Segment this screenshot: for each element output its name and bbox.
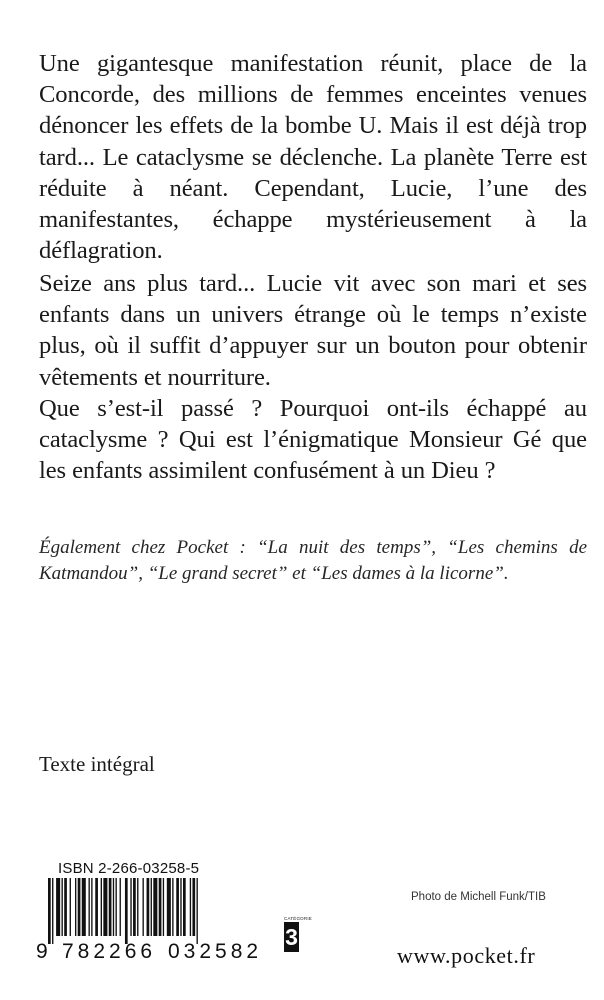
publisher-website: www.pocket.fr: [397, 943, 536, 968]
barcode-icon: [40, 878, 240, 944]
isbn-number: ISBN 2-266-03258-5: [58, 860, 200, 877]
category-label: CATÉGORIE: [284, 916, 312, 921]
barcode-digits: [36, 940, 263, 964]
edition-note: Texte intégral: [39, 752, 155, 776]
blurb-paragraph-1: Une gigantesque manifestation réunit, place de la Concorde, des millions de femmes enceintes venues dénoncer les effets de la bombe U. Mais il est déjà trop tard... Le cataclysme se déclenche. La planète Terre est réduite à néant. Cependant, Lucie, l’une des manifestantes, échappe mystérieusement à la déflagration.: [39, 50, 587, 265]
barcode-group-2: 032582: [168, 940, 263, 963]
category-number: 3: [285, 924, 298, 950]
category-badge: [284, 916, 312, 952]
also-available-note: Également chez Pocket : “La nuit des temps”, “Les chemins de Katmandou”, “Le grand secret” et “Les dames à la licorne”.: [39, 537, 587, 584]
barcode-group-1: 782266: [62, 940, 157, 963]
photo-credit: Photo de Michell Funk/TIB: [411, 891, 546, 903]
blurb-paragraph-3: Que s’est-il passé ? Pourquoi ont-ils échappé au cataclysme ? Qui est l’énigmatique Monsieur Gé que les enfants assimilent confusément à un Dieu ?: [39, 395, 587, 485]
blurb-paragraph-2: Seize ans plus tard... Lucie vit avec son mari et ses enfants dans un univers étrange où le temps n’existe plus, où il suffit d’appuyer sur un bouton pour obtenir vêtements et nourriture.: [39, 270, 587, 391]
barcode-lead-digit: 9: [36, 940, 48, 963]
